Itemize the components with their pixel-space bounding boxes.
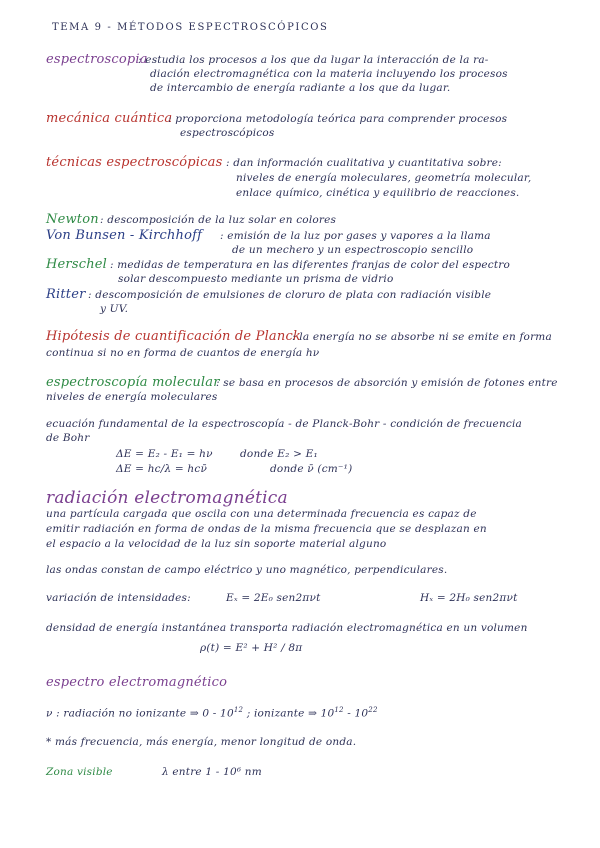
def-line: continua si no en forma de cuantos de energía hν [46,347,320,359]
ionizing: ; ionizante ⇒ 10 [246,707,335,720]
def-line: el espacio a la velocidad de la luz sin soporte material alguno [46,538,387,550]
page-title: TEMA 9 - MÉTODOS ESPECTROSCÓPICOS [52,22,329,33]
term-espectro: espectro electromagnético [46,675,228,690]
equation-1: ΔE = E₂ - E₁ = hν [116,448,213,460]
energy-density: densidad de energía instantánea transporta radiación electromagnética en un volumen [46,622,528,634]
term-ritter: Ritter [46,287,86,302]
def-line: : descomposición de emulsiones de cloruro de plata con radiación visible [88,289,492,301]
def-line: : descomposición de la luz solar en colores [100,214,337,226]
term-espectroscopia: espectroscopia [46,52,148,67]
term-espectroscopia-molecular: espectroscopía molecular [46,375,220,390]
def-line: emitir radiación en forma de ondas de la misma frecuencia que se desplazan en [46,523,487,535]
term-herschel: Herschel [46,257,108,272]
ionizing-upper: - 10 [347,707,369,720]
def-line: de un mechero y un espectroscopio sencillo [232,244,474,256]
term-planck: Hipótesis de cuantificación de Planck [46,329,302,344]
term-zona-visible: Zona visible [46,766,113,778]
equation-2-condition: donde ν̄ (cm⁻¹) [270,463,353,475]
term-newton: Newton [46,212,99,227]
energy-density-equation: ρ(t) = E² + H² / 8π [200,642,303,654]
equation-2: ΔE = hc/λ = hcν̄ [116,463,208,475]
equation-intro: ecuación fundamental de la espectroscopía - de Planck-Bohr - condición de frecuencia [46,418,523,430]
def-line: y UV. [100,303,129,315]
def-line: una partícula cargada que oscila con una determinada frecuencia es capaz de [46,508,477,520]
def-line: : dan información cualitativa y cuantitativa sobre: [226,157,502,169]
def-line: : se basa en procesos de absorción y emisión de fotones entre [216,377,558,389]
visible-range: λ entre 1 - 10⁶ nm [162,766,262,778]
exponent: 12 [334,706,344,714]
term-radiacion: radiación electromagnética [46,488,288,508]
def-line: enlace químico, cinética y equilibrio de reacciones. [236,187,520,199]
equation-intro: de Bohr [46,432,90,444]
term-tecnicas: técnicas espectroscópicas [46,155,223,170]
intensity-label: variación de intensidades: [46,592,191,604]
def-line: diación electromagnética con la materia incluyendo los procesos [150,68,508,80]
intensity-e: Eₓ = 2E₀ sen2πνt [226,592,321,604]
non-ionizing: ν : radiación no ionizante ⇒ 0 - 10 [46,707,234,720]
def-line: : proporciona metodología teórica para comprender procesos [168,113,508,125]
def-line: espectroscópicos [180,127,275,139]
def-line: niveles de energía moleculares [46,391,218,403]
def-line: : estudia los procesos a los que da lugar la interacción de la ra- [138,54,489,66]
def-line: solar descompuesto mediante un prisma de vidrio [118,273,394,285]
def-line: de intercambio de energía radiante a los que da lugar. [150,82,451,94]
def-line: : emisión de la luz por gases y vapores a la llama [220,230,491,242]
intensity-h: Hₓ = 2H₀ sen2πνt [420,592,518,604]
def-line: las ondas constan de campo eléctrico y uno magnético, perpendiculares. [46,564,448,576]
spectrum-note: * más frecuencia, más energía, menor longitud de onda. [46,736,357,748]
term-bunsen-kirchhoff: Von Bunsen - Kirchhoff [46,228,203,243]
exponent: 22 [368,706,378,714]
def-line: niveles de energía moleculares, geometría molecular, [236,172,532,184]
spectrum-ranges [46,706,378,720]
exponent: 12 [233,706,244,714]
term-mecanica-cuantica: mecánica cuántica [46,111,173,126]
def-line: : la energía no se absorbe ni se emite en forma [292,331,552,343]
def-line: : medidas de temperatura en las diferentes franjas de color del espectro [110,259,510,271]
equation-1-condition: donde E₂ > E₁ [240,448,318,460]
